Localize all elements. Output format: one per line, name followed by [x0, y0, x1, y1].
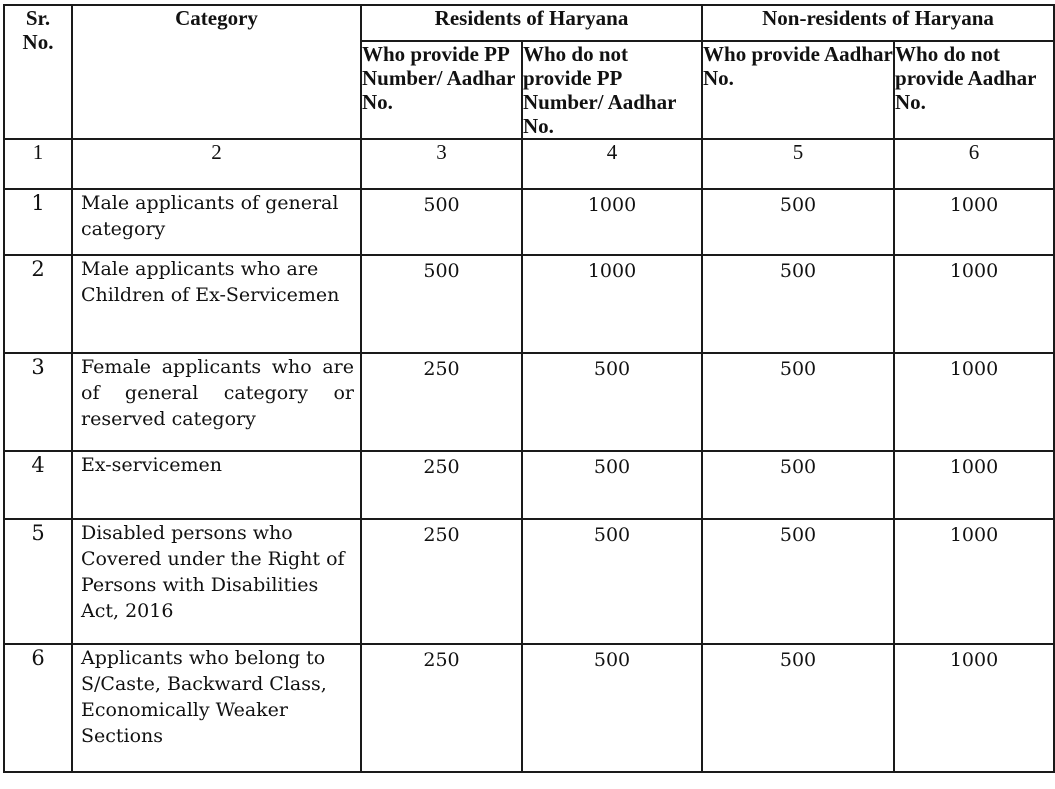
fee-nonres-with-id: 500	[702, 353, 894, 451]
fee-nonres-without-id: 1000	[894, 644, 1054, 772]
table-row	[4, 255, 1054, 353]
row-sr-no: 6	[4, 644, 72, 772]
fee-res-without-id: 1000	[522, 255, 702, 353]
row-sr-no: 3	[4, 353, 72, 451]
column-number: 2	[72, 139, 361, 189]
fee-res-with-id: 500	[361, 255, 522, 353]
fee-res-with-id: 250	[361, 644, 522, 772]
header-category: Category	[72, 5, 361, 139]
header-sr-no-label: Sr. No.	[22, 6, 54, 54]
row-sr-no: 1	[4, 189, 72, 255]
header-nonres-without-id: Who do not provide Aadhar No.	[894, 41, 1054, 139]
table-body	[4, 139, 1054, 772]
fee-res-with-id: 500	[361, 189, 522, 255]
row-sr-no: 5	[4, 519, 72, 644]
fee-nonres-with-id: 500	[702, 255, 894, 353]
fee-res-with-id: 250	[361, 353, 522, 451]
fee-nonres-with-id: 500	[702, 519, 894, 644]
column-number: 5	[702, 139, 894, 189]
fee-res-without-id: 500	[522, 451, 702, 519]
fee-nonres-with-id: 500	[702, 189, 894, 255]
row-category: Male applicants who are Children of Ex-Servicemen	[72, 255, 361, 353]
header-row-top	[4, 5, 1054, 41]
header-res-with-id: Who provide PP Number/ Aadhar No.	[361, 41, 522, 139]
fee-res-with-id: 250	[361, 519, 522, 644]
row-category: Disabled persons who Covered under the Right of Persons with Disabilities Act, 2016	[72, 519, 361, 644]
header-sr-no	[4, 5, 72, 139]
table-row	[4, 644, 1054, 772]
row-sr-no: 4	[4, 451, 72, 519]
table-header	[4, 5, 1054, 139]
fee-nonres-without-id: 1000	[894, 353, 1054, 451]
table-row	[4, 189, 1054, 255]
header-group-non-residents: Non-residents of Haryana	[702, 5, 1054, 41]
header-group-residents: Residents of Haryana	[361, 5, 702, 41]
header-nonres-with-id: Who provide Aadhar No.	[702, 41, 894, 139]
column-number-row	[4, 139, 1054, 189]
row-category: Ex-servicemen	[72, 451, 361, 519]
fee-res-without-id: 500	[522, 644, 702, 772]
table-row	[4, 353, 1054, 451]
column-number: 1	[4, 139, 72, 189]
fee-nonres-without-id: 1000	[894, 451, 1054, 519]
fee-res-without-id: 500	[522, 353, 702, 451]
fee-res-with-id: 250	[361, 451, 522, 519]
fee-nonres-without-id: 1000	[894, 189, 1054, 255]
row-category: Male applicants of general category	[72, 189, 361, 255]
column-number: 3	[361, 139, 522, 189]
fee-nonres-without-id: 1000	[894, 255, 1054, 353]
row-category: Applicants who belong to S/Caste, Backward Class, Economically Weaker Sections	[72, 644, 361, 772]
fee-nonres-with-id: 500	[702, 644, 894, 772]
column-number: 4	[522, 139, 702, 189]
fee-table	[3, 4, 1055, 773]
fee-nonres-with-id: 500	[702, 451, 894, 519]
column-number: 6	[894, 139, 1054, 189]
row-sr-no: 2	[4, 255, 72, 353]
fee-res-without-id: 500	[522, 519, 702, 644]
row-category: Female applicants who are of general category or reserved category	[72, 353, 361, 451]
table-row	[4, 451, 1054, 519]
fee-nonres-without-id: 1000	[894, 519, 1054, 644]
header-res-without-id: Who do not provide PP Number/ Aadhar No.	[522, 41, 702, 139]
fee-res-without-id: 1000	[522, 189, 702, 255]
table-row	[4, 519, 1054, 644]
